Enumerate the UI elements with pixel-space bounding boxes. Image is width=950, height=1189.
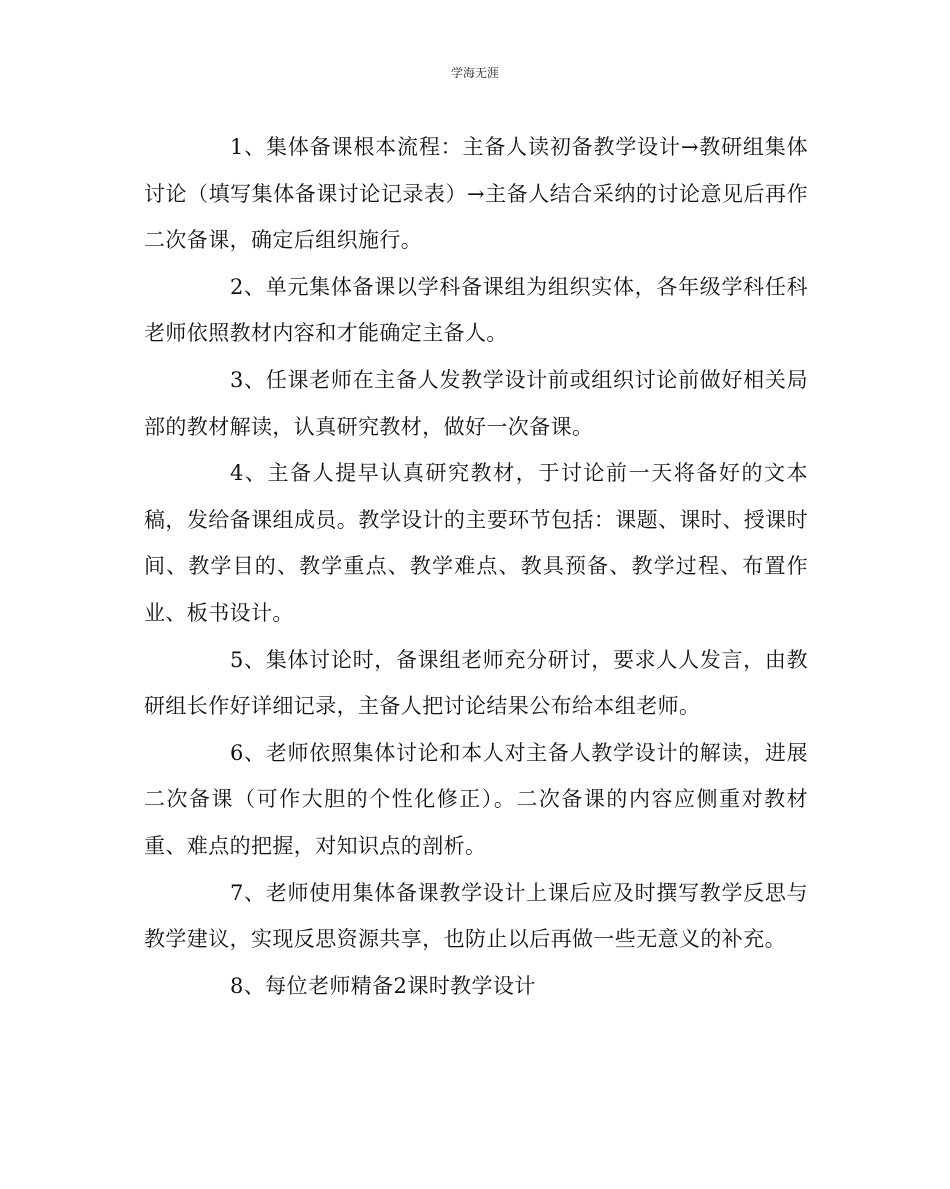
paragraph-3: 3、任课老师在主备人发教学设计前或组织讨论前做好相关局部的教材解读，认真研究教材，做好一次备课。 [144, 367, 808, 439]
paragraph-7: 7、老师使用集体备课教学设计上课后应及时撰写教学反思与教学建议，实现反思资源共享，也防止以后再做一些无意义的补充。 [144, 880, 808, 952]
paragraph-8: 8、每位老师精备2课时教学设计 [230, 973, 536, 998]
paragraph-2: 2、单元集体备课以学科备课组为组织实体，各年级学科任科老师依照教材内容和才能确定主备人。 [144, 274, 808, 346]
document-body [144, 124, 808, 1009]
paragraph-1: 1、集体备课根本流程：主备人读初备教学设计→教研组集体讨论（填写集体备课讨论记录表）→主备人结合采纳的讨论意见后再作二次备课，确定后组织施行。 [144, 135, 808, 253]
paragraph-4: 4、主备人提早认真研究教材，于讨论前一天将备好的文本稿，发给备课组成员。教学设计的主要环节包括：课题、课时、授课时间、教学目的、教学重点、教学难点、教具预备、教学过程、布置作业、板书设计。 [144, 461, 808, 625]
paragraph-6: 6、老师依照集体讨论和本人对主备人教学设计的解读，进展二次备课（可作大胆的个性化修正）。二次备课的内容应侧重对教材重、难点的把握，对知识点的剖析。 [144, 740, 808, 858]
paragraph-5: 5、集体讨论时，备课组老师充分研讨，要求人人发言，由教研组长作好详细记录，主备人把讨论结果公布给本组老师。 [144, 647, 808, 719]
page-header: 学海无涯 [450, 66, 499, 80]
